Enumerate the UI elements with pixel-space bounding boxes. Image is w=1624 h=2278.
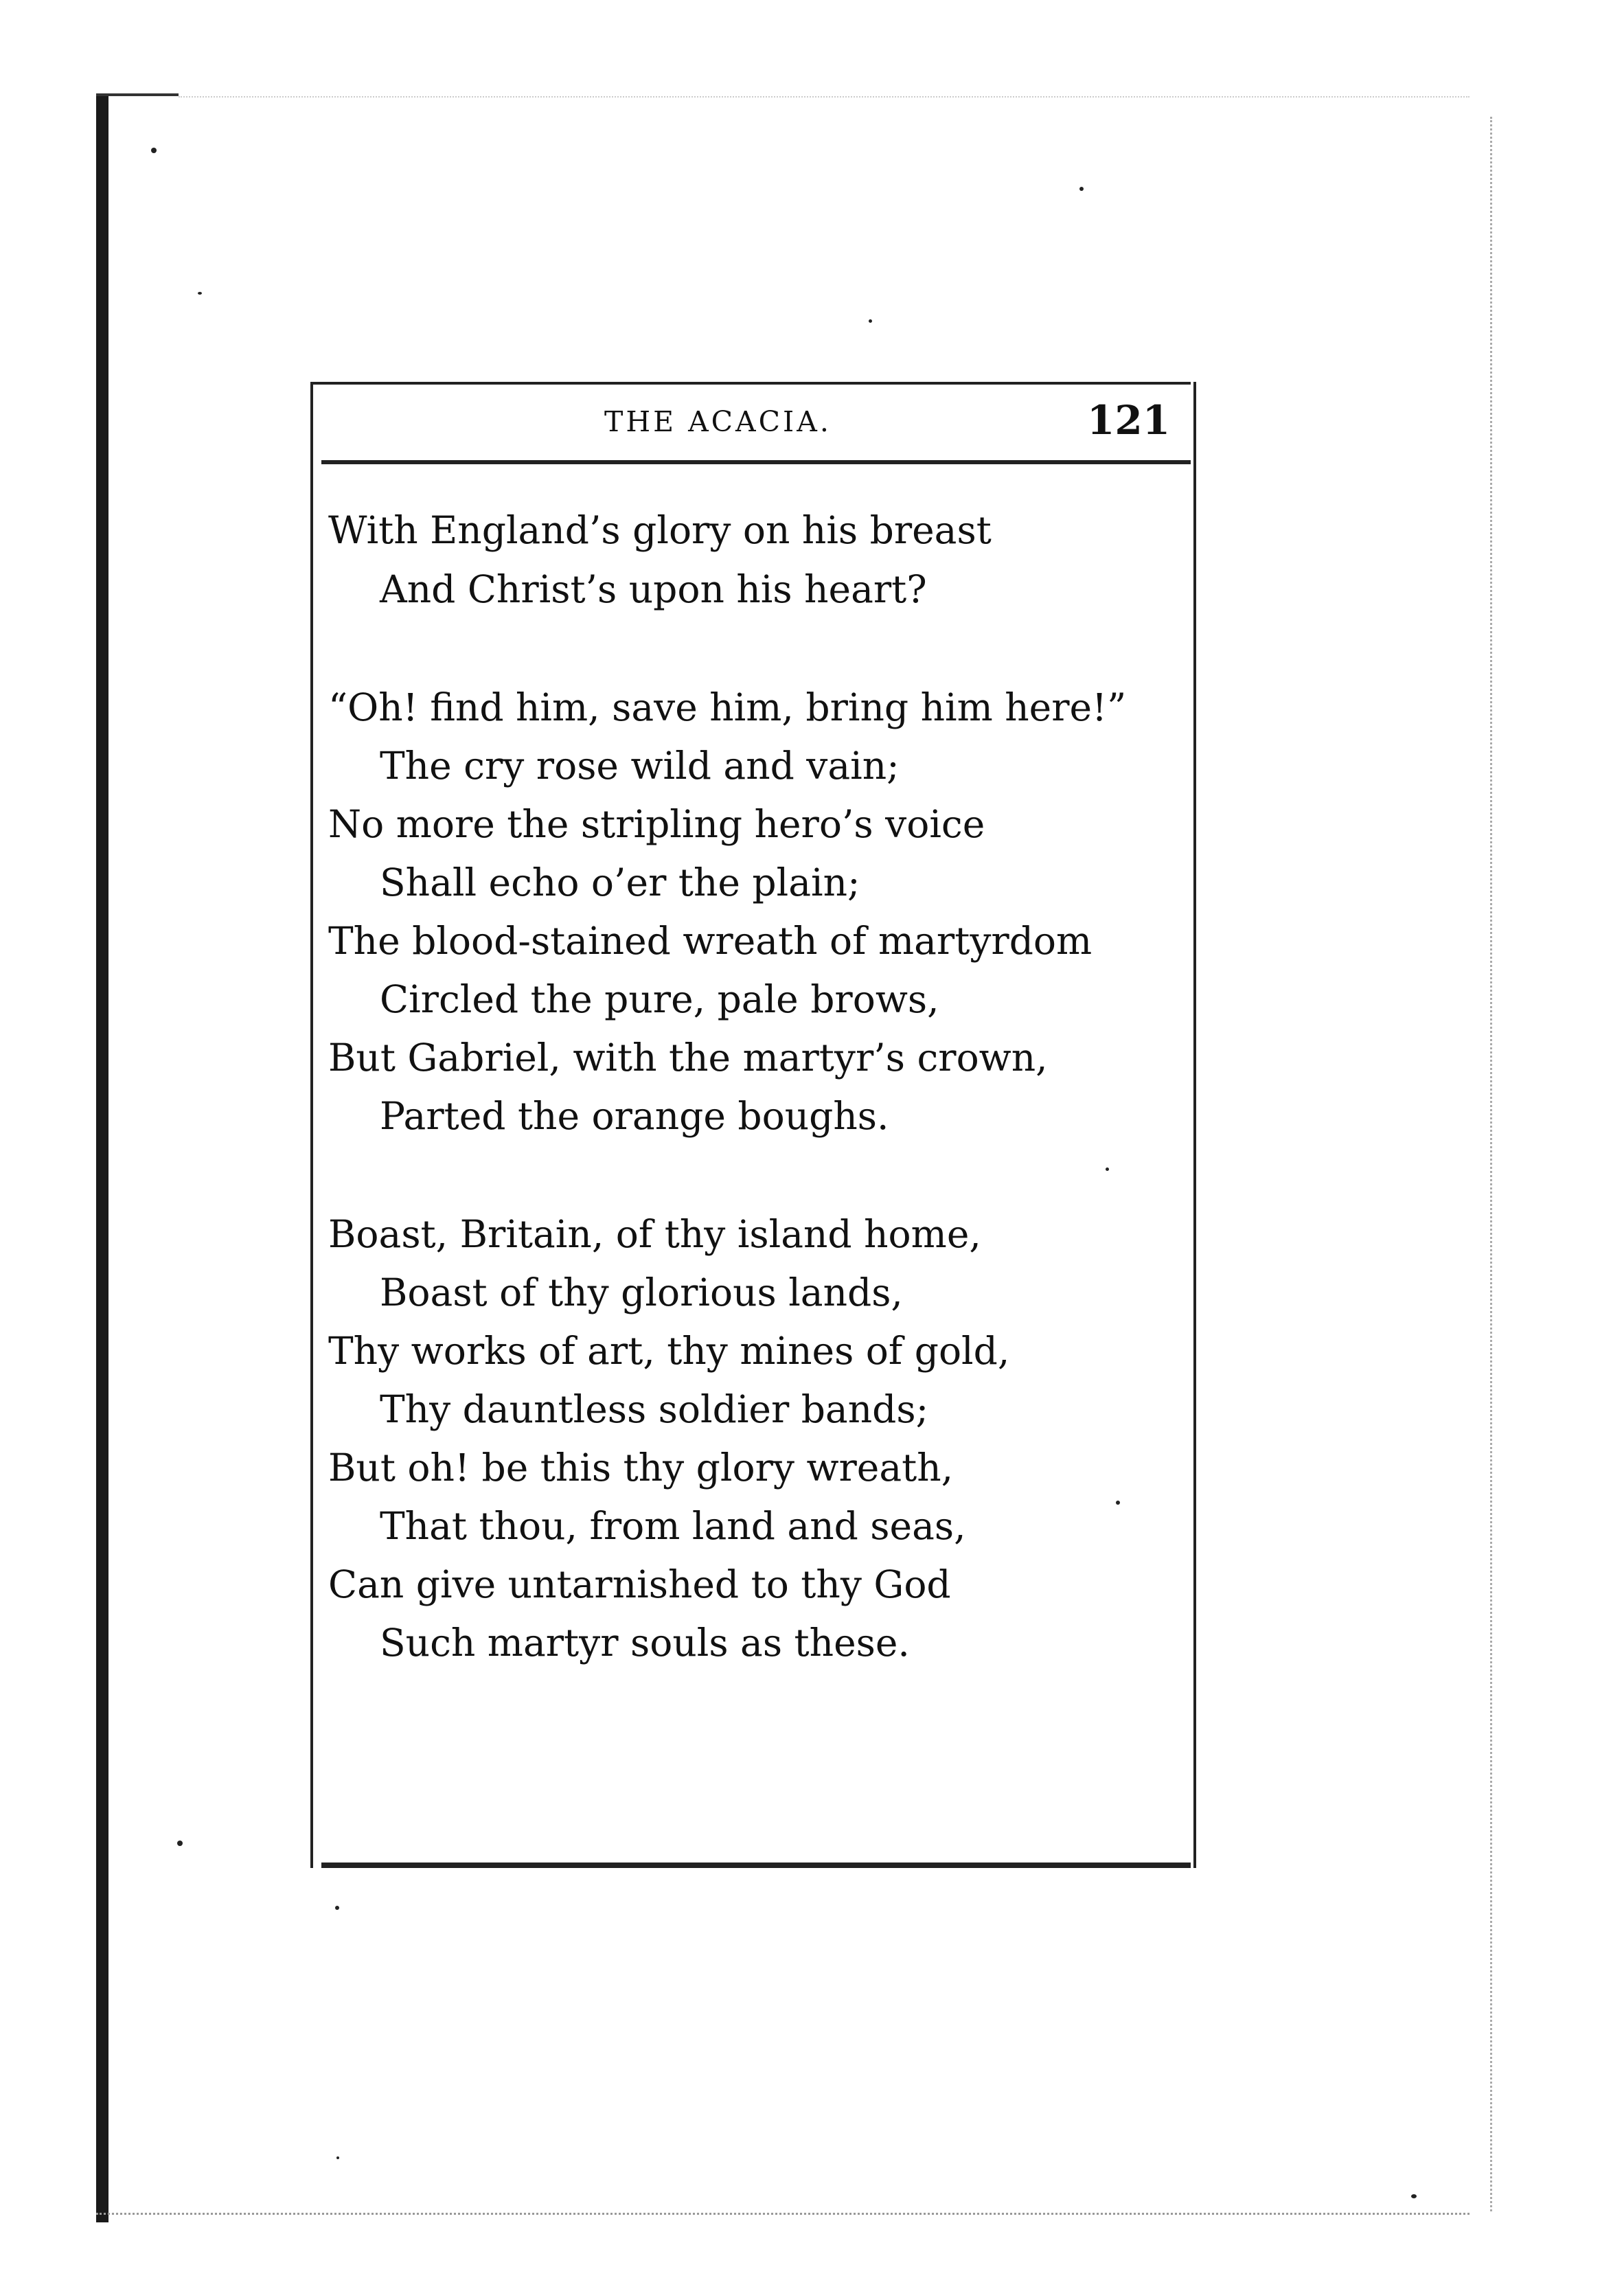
poem-line: The blood-stained wreath of martyrdom: [328, 919, 1093, 963]
poem-line: The cry rose wild and vain;: [380, 744, 900, 788]
scan-speck: [1411, 2194, 1417, 2198]
poem-line: Such martyr souls as these.: [380, 1621, 910, 1665]
poem-line: And Christ’s upon his heart?: [380, 567, 927, 611]
page-top-edge: [179, 96, 1469, 98]
poem-line: No more the stripling hero’s voice: [328, 802, 985, 846]
scan-speck: [869, 319, 872, 323]
poem-line: But Gabriel, with the martyr’s crown,: [328, 1036, 1048, 1080]
scan-speck: [336, 2156, 339, 2159]
scan-speck: [335, 1906, 339, 1910]
running-title: THE ACACIA.: [604, 405, 832, 438]
poem-line: With England’s glory on his breast: [328, 508, 992, 552]
poem-line: Thy works of art, thy mines of gold,: [328, 1329, 1010, 1373]
page-number: 121: [1087, 397, 1171, 444]
frame-bottom-rule: [321, 1863, 1191, 1868]
scan-speck: [198, 292, 202, 295]
poem-line: Boast of thy glorious lands,: [380, 1271, 903, 1314]
poem-line: Can give untarnished to thy God: [328, 1562, 951, 1606]
scan-speck: [1079, 187, 1084, 191]
poem-line: But oh! be this thy glory wreath,: [328, 1446, 954, 1490]
spine-top-edge: [96, 93, 179, 96]
page-right-edge: [1490, 117, 1492, 2211]
scan-speck: [151, 148, 157, 153]
poem-line: “Oh! find him, save him, bring him here!”: [328, 685, 1127, 729]
scan-speck: [177, 1841, 183, 1846]
page-bottom-edge: [96, 2213, 1469, 2215]
poem-line: Parted the orange boughs.: [380, 1094, 889, 1138]
poem-line: Circled the pure, pale brows,: [380, 977, 939, 1021]
poem-line: Boast, Britain, of thy island home,: [328, 1212, 981, 1256]
poem-line: Thy dauntless soldier bands;: [380, 1387, 929, 1431]
book-spine-shadow: [96, 93, 108, 2222]
poem-line: Shall echo o’er the plain;: [380, 861, 860, 904]
poem-line: That thou, from land and seas,: [380, 1504, 966, 1548]
frame-top-rule: [310, 382, 1191, 385]
header-rule: [321, 460, 1191, 464]
